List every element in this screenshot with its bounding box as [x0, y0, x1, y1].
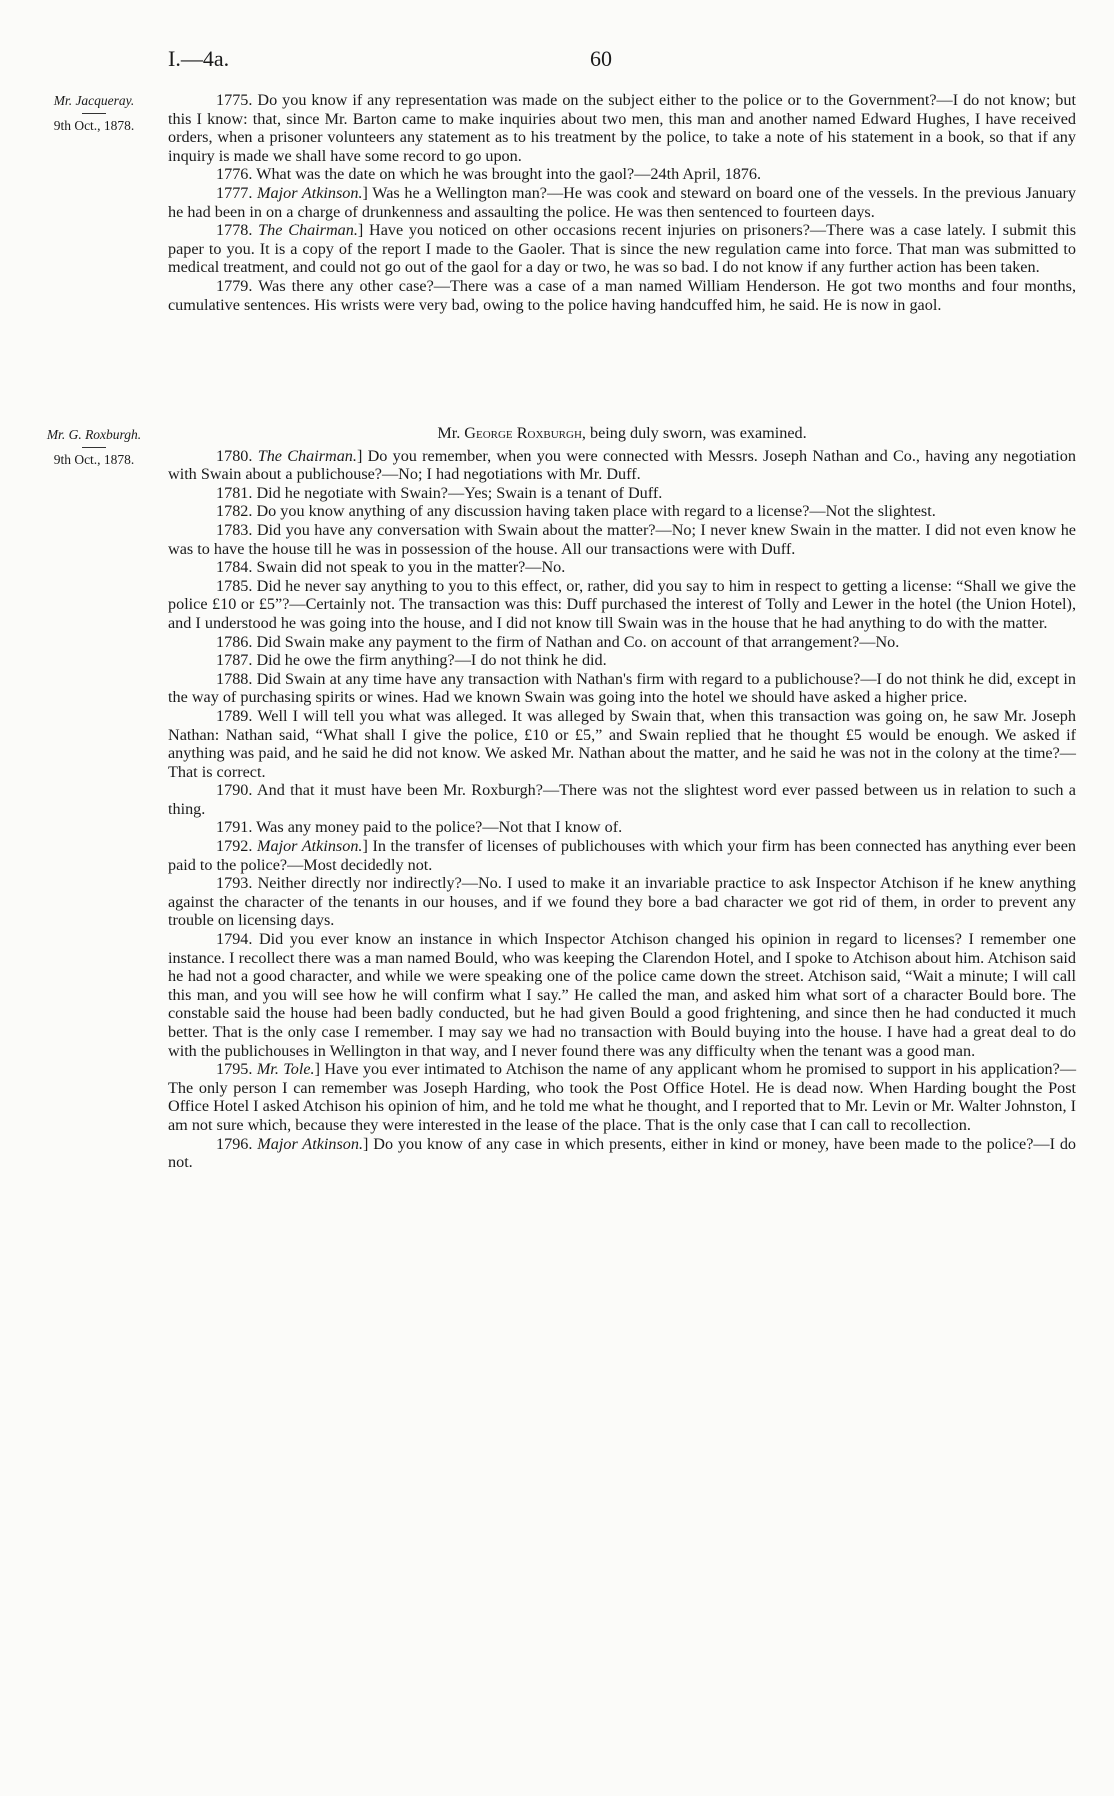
testimony-paragraph: 1794. Did you ever know an instance in which Inspector Atchison changed his opinion in regard to licenses? I remember one instance. I recollect there was a man named Bould, who was keeping the Clarendon Hotel, and I spoke to Atchison about him. Atchison said he had not a good character, and while we were speaking one of the police came down the street. Atchison said, “Wait a minute; I will call this man, and you will see how he will confirm what I say.” He called the man, and asked him what sort of a character Bould bore. The constable said the house had been badly conducted, but he had given Bould a good frightening, and since then he had conducted it much better. That is the only case I remember. I may say we had no transaction with Bould buying into the house. I have had a great deal to do with the publichouses in Wellington in that way, and I never found there was any difficulty when the tenant was a good man. [168, 930, 1076, 1060]
document-reference: I.—4a. [168, 46, 230, 71]
margin-rule [82, 447, 106, 448]
testimony-paragraph: 1787. Did he owe the firm anything?—I do not think he did. [216, 651, 607, 670]
page-number: 60 [590, 46, 612, 71]
margin-witness-name: Mr. Jacqueray. [53, 93, 135, 108]
speaker-name: Major Atkinson. [257, 837, 363, 856]
testimony-paragraph: 1779. Was there any other case?—There was a case of a man named William Henderson. He got two months and four months, cumulative sentences. His wrists were very bad, owing to the police having handcuffed him, he said. He is now in gaol. [168, 276, 1076, 314]
witness-sworn-heading: Mr. George Roxburgh, being duly sworn, was examined. [437, 424, 807, 442]
testimony-paragraph: 1782. Do you know anything of any discussion having taken place with regard to a license?—Not the slightest. [216, 502, 936, 521]
testimony-paragraph: 1788. Did Swain at any time have any transaction with Nathan's firm with regard to a publichouse?—I do not think he did, except in the way of purchasing spirits or wines. Had we known Swain was going into the hotel we should have asked a higher price. [168, 669, 1076, 707]
speaker-name: Major Atkinson. [257, 1134, 364, 1153]
margin-witness-name: Mr. G. Roxburgh. [46, 427, 142, 442]
testimony-paragraph: 1791. Was any money paid to the police?—Not that I know of. [216, 818, 623, 837]
testimony-paragraph: 1796. Major Atkinson.] Do you know of any case in which presents, either in kind or money, have been made to the police?—I do not. [168, 1134, 1077, 1172]
margin-note-witness-1 [30, 92, 158, 134]
testimony-paragraph: 1778. The Chairman.] Have you noticed on other occasions recent injuries on prisoners?—There was a case lately. I submit this paper to you. It is a copy of the report I made to the Gaoler. That is since the new regulation came into force. That man was submitted to medical treatment, and could not go out of the gaol for a day or two, he was so bad. I do not know if any further action has been taken. [168, 221, 1077, 277]
testimony-paragraph: 1784. Swain did not speak to you in the matter?—No. [216, 558, 566, 577]
testimony-paragraph: 1795. Mr. Tole.] Have you ever intimated to Atchison the name of any applicant whom he promised to support in his application?—The only person I can remember was Joseph Harding, who took the Post Office Hotel. He is dead now. When Harding bought the Post Office Hotel I asked Atchison his opinion of him, and he told me what he thought, and I reported that to Mr. Levin or Mr. Walter Johnston, I am not sure which, because they were interested in the lease of the place. That is the only case that I can call to recollection. [168, 1060, 1077, 1134]
margin-rule [82, 113, 106, 114]
testimony-paragraph: 1789. Well I will tell you what was alleged. It was alleged by Swain that, when this transaction was going on, he saw Mr. Joseph Nathan: Nathan said, “What shall I give the police, £10 or £5,” and Swain replied that he thought £5 would be enough. We asked if anything was paid, and he said he did not know. We asked Mr. Nathan about the matter, and he said he was not in the colony at the time?—That is correct. [168, 706, 1076, 781]
testimony-section-2 [168, 424, 1076, 1172]
testimony-paragraph: 1781. Did he negotiate with Swain?—Yes; Swain is a tenant of Duff. [216, 483, 663, 502]
testimony-paragraph: 1792. Major Atkinson.] In the transfer of licenses of publichouses with which your firm has been connected has anything ever been paid to the police?—Most decidedly not. [168, 837, 1077, 874]
testimony-paragraph: 1783. Did you have any conversation with Swain about the matter?—No; I never knew Swain in the matter. I did not even know he was to have the house till he was in possession of the house. All our transactions were with Duff. [168, 520, 1076, 558]
margin-note-witness-2 [30, 426, 158, 468]
speaker-name: The Chairman. [258, 221, 358, 240]
testimony-paragraph: 1776. What was the date on which he was brought into the gaol?—24th April, 1876. [216, 165, 762, 184]
testimony-paragraph: 1780. The Chairman.] Do you remember, when you were connected with Messrs. Joseph Nathan and Co., having any negotiation with Swain about a publichouse?—No; I had negotiations with Mr. Duff. [168, 446, 1076, 484]
testimony-paragraph: 1775. Do you know if any representation was made on the subject either to the police or to the Government?—I do not know; but this I know: that, since Mr. Barton came to make inquiries about two men, this man and another named Edward Hughes, I have received orders, when a prisoner volunteers any statement as to his treatment by the police, to take a note of his statement in a book, so that if any inquiry is made we shall have some record to go upon. [168, 91, 1076, 165]
witness-name: George Roxburgh [464, 424, 582, 442]
speaker-name: The Chairman. [257, 446, 357, 465]
testimony-paragraph: 1785. Did he never say anything to you to this effect, or, rather, did you say to him in respect to getting a license: “Shall we give the police £10 or £5”?—Certainly not. The transaction was this: Duff purchased the interest of Tolly and Lewer in the hotel (the Union Hotel), and I understood he was going into the house, and I did not know till Swain was in the house that he had anything to do with the matter. [168, 576, 1076, 632]
speaker-name: Major Atkinson. [257, 183, 363, 202]
margin-date: 9th Oct., 1878. [53, 118, 135, 133]
page-header [0, 42, 1114, 82]
testimony-paragraph: 1790. And that it must have been Mr. Roxburgh?—There was not the slightest word ever passed between us in relation to such a thing. [168, 781, 1076, 818]
testimony-section-1 [168, 91, 1076, 314]
testimony-paragraph: 1793. Neither directly nor indirectly?—No. I used to make it an invariable practice to ask Inspector Atchison if he knew anything against the character of the tenants in our houses, and if we found they bore a bad character we got rid of them, in order to prevent any trouble on licensing days. [168, 874, 1076, 930]
testimony-paragraph: 1777. Major Atkinson.] Was he a Wellington man?—He was cook and steward on board one of the vessels. In the previous January he had been in on a charge of drunkenness and assaulting the police. He was then sentenced to fourteen days. [168, 183, 1077, 221]
testimony-paragraph: 1786. Did Swain make any payment to the firm of Nathan and Co. on account of that arrangement?—No. [216, 632, 900, 651]
margin-date: 9th Oct., 1878. [53, 452, 135, 467]
speaker-name: Mr. Tole. [256, 1060, 315, 1079]
